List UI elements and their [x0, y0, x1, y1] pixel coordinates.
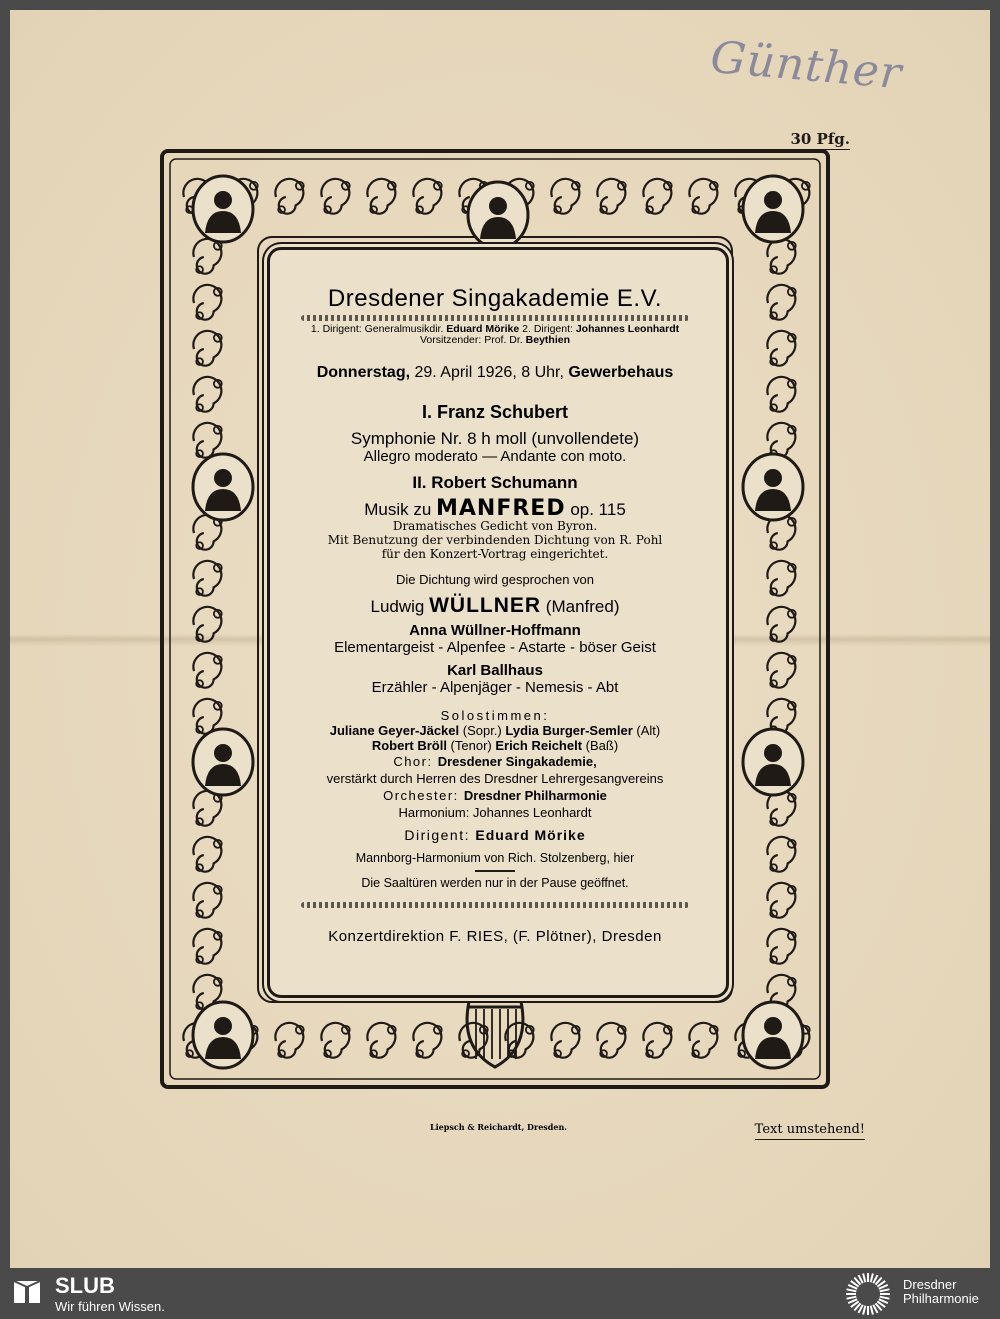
- conductor-line: [286, 827, 704, 844]
- harmonium-line: Harmonium: Johannes Leonhardt: [398, 805, 592, 820]
- part2-work-prefix: Musik zu: [364, 500, 436, 519]
- portrait-silhouette-icon: [193, 1002, 253, 1068]
- scroll-ornament: [275, 179, 303, 214]
- date-day: Donnerstag,: [316, 364, 411, 381]
- part2-description-2: Mit Benutzung der verbindenden Dichtung von R. Pohl: [327, 533, 663, 547]
- wavy-divider-bottom: [301, 902, 689, 908]
- slub-logo-icon[interactable]: [12, 1277, 42, 1307]
- soloist-tenor-voice: (Tenor): [446, 738, 496, 753]
- part2-description-3: für den Konzert-Vortrag eingerichtet.: [381, 547, 609, 561]
- scroll-ornament: [597, 179, 625, 214]
- orchestra-name: Dresdner Philharmonie: [463, 788, 607, 803]
- part1-work: Symphonie Nr. 8 h moll (unvollendete): [350, 429, 640, 448]
- scroll-ornament: [193, 883, 221, 918]
- scroll-ornament: [643, 179, 671, 214]
- part1-movements: Allegro moderato — Andante con moto.: [363, 448, 627, 465]
- sunburst-ray: [863, 1274, 865, 1283]
- scroll-ornament: [767, 561, 795, 596]
- speaker3-name: Karl Ballhaus: [447, 662, 543, 679]
- choir-name: Dresdener Singakademie,: [437, 754, 597, 769]
- soloist-alto-voice: (Alt): [632, 723, 661, 738]
- portrait-silhouette-icon: [743, 176, 803, 242]
- soloist-bass: Erich Reichelt: [495, 738, 583, 753]
- speaker1-line: [286, 596, 704, 616]
- dresdner-philharmonie-logo-icon[interactable]: [843, 1271, 893, 1317]
- agency-line: Konzertdirektion F. RIES, (F. Plötner), Dresden: [328, 928, 662, 945]
- scroll-ornament: [367, 179, 395, 214]
- library-tagline: Wir führen Wissen.: [55, 1299, 165, 1314]
- scroll-ornament: [321, 1023, 349, 1058]
- scroll-ornament: [767, 331, 795, 366]
- speaker2-name: Anna Wüllner-Hoffmann: [409, 622, 581, 639]
- scroll-ornament: [767, 423, 795, 458]
- date-time: 29. April 1926, 8 Uhr,: [410, 364, 569, 381]
- scroll-ornament: [193, 561, 221, 596]
- speaker1-role: (Manfred): [541, 597, 620, 616]
- scroll-ornament: [767, 607, 795, 642]
- choir-line: [286, 753, 704, 770]
- scroll-ornament: [767, 883, 795, 918]
- conductor-label: Dirigent:: [404, 827, 476, 843]
- portrait-silhouette-icon: [193, 454, 253, 520]
- orchestra-line: [286, 787, 704, 804]
- soloist-soprano-voice: (Sopr.): [459, 723, 506, 738]
- scroll-ornament: [551, 179, 579, 214]
- scroll-ornament: [643, 1023, 671, 1058]
- first-conductor: Eduard Mörike: [446, 323, 520, 335]
- part2-heading: II. Robert Schumann: [412, 473, 578, 492]
- portrait-silhouette-icon: [743, 454, 803, 520]
- partner-name-line2: Philharmonie: [903, 1291, 979, 1306]
- scroll-ornament: [413, 1023, 441, 1058]
- printer-imprint: Liepsch & Reichardt, Dresden.: [430, 1122, 568, 1132]
- scroll-ornament: [193, 377, 221, 412]
- part2-work-title: MANFRED: [436, 496, 566, 521]
- scroll-ornament: [767, 239, 795, 274]
- sunburst-ray: [880, 1297, 890, 1299]
- harmonium-note: Mannborg-Harmonium von Rich. Stolzenberg, hier: [355, 851, 635, 865]
- conductors-prefix: 1. Dirigent: Generalmusikdir.: [310, 323, 444, 335]
- portrait-silhouette-icon: [193, 176, 253, 242]
- speaker1-first-name: Ludwig: [370, 597, 430, 616]
- scroll-ornament: [193, 653, 221, 688]
- choir-label: Chor:: [393, 754, 438, 769]
- second-conductor: Johannes Leonhardt: [575, 323, 680, 335]
- handwritten-note: Günther: [708, 31, 905, 100]
- viewer-footer-bar: [0, 1268, 1000, 1319]
- scroll-ornament: [367, 1023, 395, 1058]
- scroll-ornament: [597, 1023, 625, 1058]
- doors-note: Die Saaltüren werden nur in der Pause geöffnet.: [361, 876, 629, 890]
- soloists-line-2: [286, 738, 704, 753]
- speaker2-roles: Elementargeist - Alpenfee - Astarte - böser Geist: [334, 639, 656, 656]
- soloist-bass-voice: (Baß): [582, 738, 619, 753]
- scroll-ornament: [193, 239, 221, 274]
- scroll-ornament: [767, 377, 795, 412]
- scroll-ornament: [689, 1023, 717, 1058]
- part2-work-opus: op. 115: [565, 500, 626, 519]
- chair-name: Beythien: [525, 334, 570, 346]
- portrait-silhouette-icon: [743, 1002, 803, 1068]
- orchestra-label: Orchester:: [383, 788, 464, 803]
- part2-description-1: Dramatisches Gedicht von Byron.: [392, 519, 598, 533]
- scroll-ornament: [551, 1023, 579, 1058]
- sunburst-ray: [847, 1297, 857, 1299]
- price-label: 30 Pfg.: [790, 130, 850, 148]
- wavy-divider: [301, 315, 689, 321]
- scroll-ornament: [321, 179, 349, 214]
- soloist-tenor: Robert Bröll: [371, 738, 447, 753]
- conductor-name: Eduard Mörike: [475, 827, 586, 843]
- soloist-alto: Lydia Burger-Semler: [505, 723, 633, 738]
- conductors-mid: 2. Dirigent:: [519, 323, 576, 335]
- part2-work: [286, 496, 704, 521]
- partner-name[interactable]: [903, 1278, 979, 1306]
- sunburst-ray: [871, 1274, 873, 1283]
- organization-title: Dresdener Singakademie E.V.: [327, 285, 663, 312]
- spoken-by-line: Die Dichtung wird gesprochen von: [396, 572, 594, 587]
- sunburst-ray: [871, 1306, 873, 1315]
- scroll-ornament: [193, 837, 221, 872]
- part1-heading: I. Franz Schubert: [421, 402, 569, 422]
- soloists-label: Solostimmen:: [440, 708, 550, 723]
- scroll-ornament: [413, 179, 441, 214]
- scroll-ornament: [193, 285, 221, 320]
- chair-line: [286, 335, 704, 346]
- venue: Gewerbehaus: [568, 364, 674, 381]
- sunburst-ray: [847, 1289, 857, 1291]
- divider-rule: [475, 870, 515, 872]
- scroll-ornament: [767, 837, 795, 872]
- portrait-silhouette-icon: [743, 729, 803, 795]
- scroll-ornament: [193, 929, 221, 964]
- portrait-silhouette-icon: [468, 182, 528, 248]
- portrait-silhouette-icon: [193, 729, 253, 795]
- scroll-ornament: [767, 929, 795, 964]
- partner-name-line1: Dresdner: [903, 1277, 957, 1292]
- scroll-ornament: [193, 423, 221, 458]
- scroll-ornament: [767, 653, 795, 688]
- choir-note: verstärkt durch Herren des Dresdner Lehrergesangvereins: [326, 771, 664, 786]
- scroll-ornament: [193, 331, 221, 366]
- date-line: [286, 364, 704, 382]
- scroll-ornament: [275, 1023, 303, 1058]
- sunburst-ray: [863, 1306, 865, 1315]
- speaker1-last-name: WÜLLNER: [429, 594, 542, 617]
- text-overleaf-note: Text umstehend!: [755, 1122, 865, 1140]
- speaker3-roles: Erzähler - Alpenjäger - Nemesis - Abt: [371, 679, 619, 696]
- soloist-soprano: Juliane Geyer-Jäckel: [329, 723, 460, 738]
- program-content: [286, 280, 704, 945]
- library-name[interactable]: SLUB: [55, 1273, 115, 1298]
- scroll-ornament: [193, 607, 221, 642]
- scroll-ornament: [767, 285, 795, 320]
- scroll-ornament: [193, 791, 221, 826]
- chair-prefix: Vorsitzender: Prof. Dr.: [420, 334, 526, 346]
- sunburst-ray: [880, 1289, 890, 1291]
- soloists-line-1: [286, 723, 704, 738]
- scroll-ornament: [689, 179, 717, 214]
